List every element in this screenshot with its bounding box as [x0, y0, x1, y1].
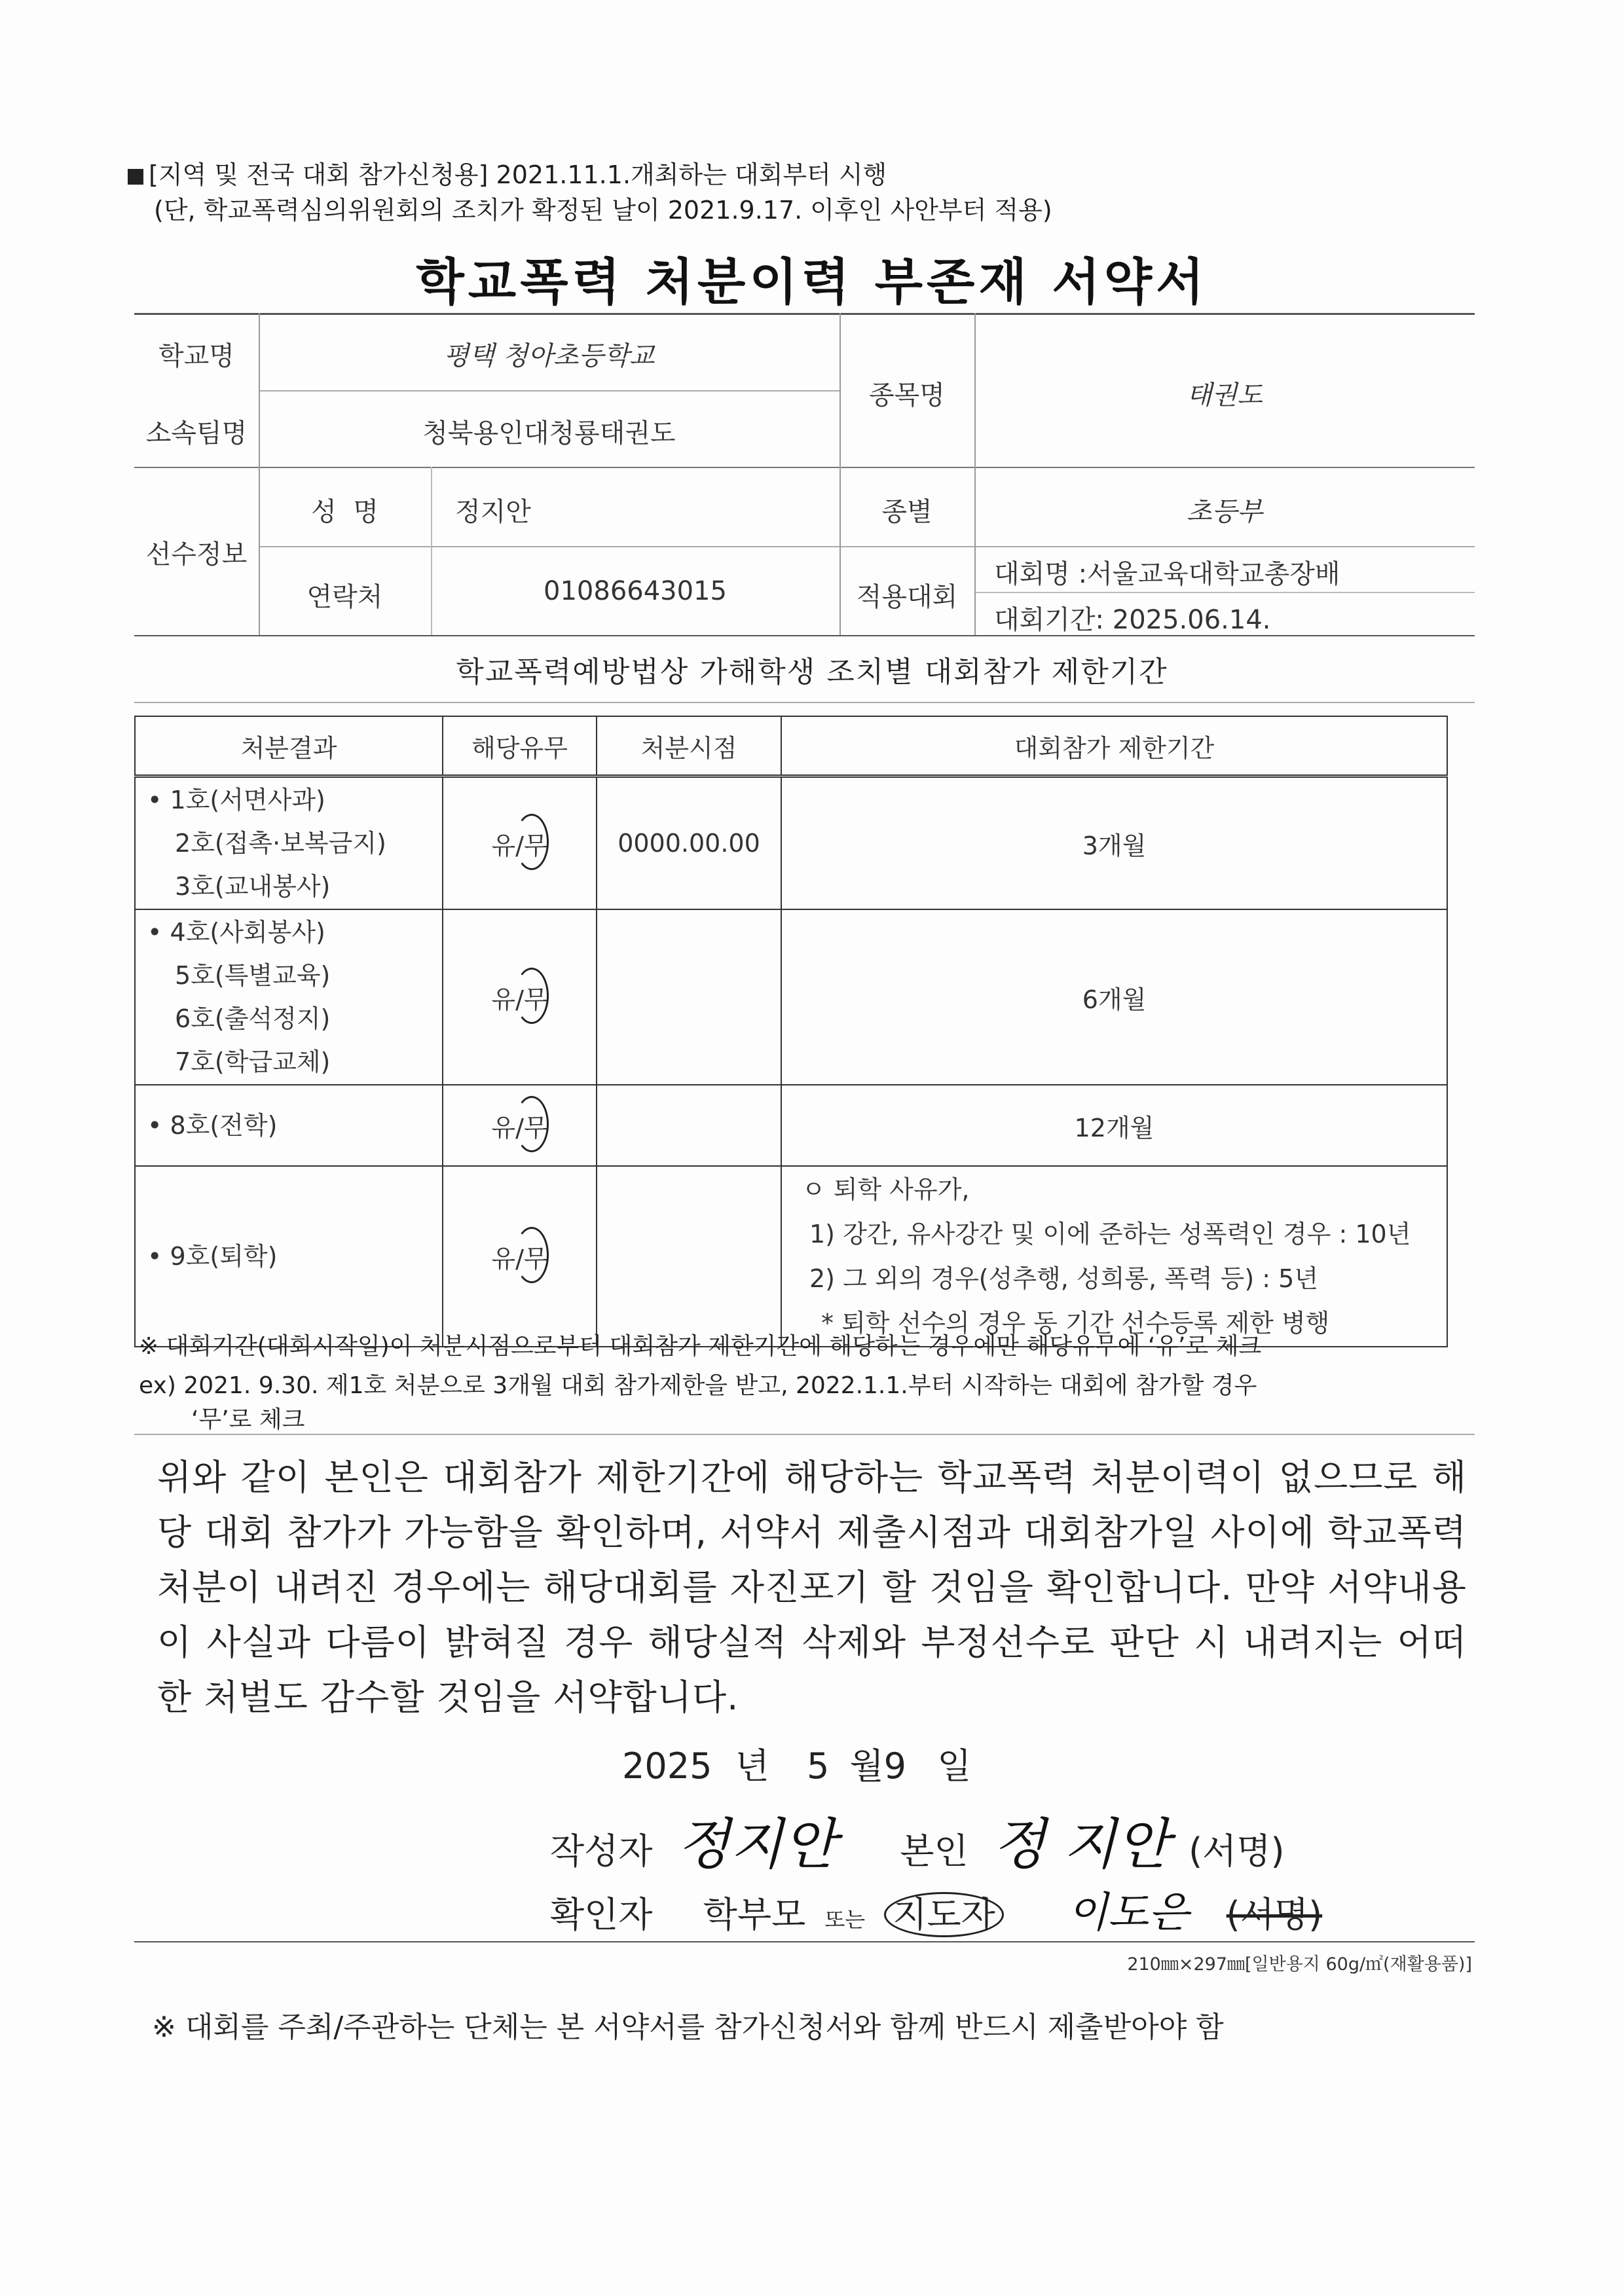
list-item: • 8호(전학) — [147, 1111, 278, 1140]
confirmer-signature: 이도은 — [1067, 1889, 1189, 1937]
competition-name: 대회명 :서울교육대학교총장배 — [994, 559, 1340, 589]
limit-line: * 퇴학 선수의 경우 동 기간 선수등록 제한 병행 — [821, 1309, 1330, 1338]
competition-label: 적용대회 — [856, 582, 958, 612]
school-label: 학교명 — [158, 341, 234, 371]
result-cell — [135, 909, 443, 1085]
sign-date — [622, 1738, 971, 1789]
self-signature: 정 지안 — [992, 1812, 1170, 1876]
form-bottom-border — [134, 635, 1475, 636]
coach-label: 지도자 — [884, 1892, 1004, 1937]
divider — [976, 592, 1475, 593]
list-item: 6호(출석정지) — [175, 1004, 331, 1033]
name-value: 정지안 — [455, 497, 531, 527]
applicable-cell — [443, 776, 597, 910]
division-label: 종별 — [881, 497, 932, 527]
competition-period: 대회기간: 2025.06.14. — [994, 605, 1271, 635]
division-value: 초등부 — [1187, 497, 1263, 527]
limit-line: 1) 강간, 유사강간 및 이에 준하는 성폭력인 경우 : 10년 — [809, 1220, 1411, 1248]
hand-circle-mark — [515, 814, 549, 870]
square-bullet-icon — [128, 169, 143, 185]
header-date: 처분시점 — [597, 716, 781, 776]
sign-label: (서명) — [1189, 1831, 1285, 1872]
confirm-sign-label: (서명) — [1226, 1894, 1323, 1935]
note-3: ‘무’로 체크 — [191, 1406, 305, 1433]
or-label: 또는 — [824, 1907, 866, 1932]
self-label: 본인 — [900, 1831, 969, 1872]
restriction-table — [134, 716, 1448, 1347]
header-result: 처분결과 — [135, 716, 443, 776]
divider — [134, 702, 1475, 703]
note-1: ※ 대회기간(대회시작일)이 처분시점으로부터 대회참가 제한기간에 해당하는 경우에만 해당유무에 ‘유’로 체크 — [139, 1333, 1262, 1360]
table-row — [135, 909, 1447, 1085]
limit-cell — [781, 1166, 1447, 1347]
divider — [134, 467, 1475, 468]
section-title: 학교폭력예방법상 가해학생 조치별 대회참가 제한기간 — [456, 655, 1168, 689]
divider — [431, 467, 432, 635]
team-label: 소속팀명 — [145, 418, 248, 448]
player-info-label: 선수정보 — [145, 539, 248, 570]
list-item: • 4호(사회봉사) — [147, 918, 325, 947]
applicable-value: 유/무 — [491, 1244, 548, 1273]
footer-note: ※ 대회를 주최/주관하는 단체는 본 서약서를 참가신청서와 함께 반드시 제출받아야 함 — [152, 2011, 1224, 2044]
list-item: 7호(학급교체) — [175, 1048, 331, 1076]
result-cell — [135, 1166, 443, 1347]
applicable-value: 유/무 — [491, 831, 548, 860]
pledge-text: 위와 같이 본인은 대회참가 제한기간에 해당하는 학교폭력 처분이력이 없으므로 해당 대회 참가가 가능함을 확인하며, 서약서 제출시점과 대회참가일 사이에 학교폭력 처분이 내려진 경우에는 해당대회를 자진포기 할 것임을 확인합니다. 만약 서약내용이 사실과 다름이 밝혀질 경우 해당실적 삭제와 부정선수로 판단 시 내려지는 어떠한 처벌도 감수할 것임을 서약합니다. — [157, 1457, 1467, 1718]
team-value: 청북용인대청룡태권도 — [422, 418, 676, 448]
list-item: 2호(접촉·보복금지) — [175, 829, 386, 858]
table-row — [135, 1166, 1447, 1347]
list-item: • 9호(퇴학) — [147, 1242, 278, 1271]
date-day: 9 — [883, 1745, 907, 1787]
date-cell: 0000.00.00 — [597, 776, 781, 910]
hand-circle-mark — [515, 968, 549, 1024]
writer-label: 작성자 — [550, 1831, 653, 1872]
header-text-1: [지역 및 전국 대회 참가신청용] 2021.11.1.개최하는 대회부터 시행 — [149, 160, 887, 189]
name-label: 성 명 — [311, 497, 378, 527]
applicable-cell — [443, 1166, 597, 1347]
table-header-row — [135, 716, 1447, 776]
divider — [974, 313, 976, 635]
divider — [134, 1434, 1475, 1435]
date-cell — [597, 1166, 781, 1347]
applicable-value: 유/무 — [491, 1113, 548, 1142]
event-label: 종목명 — [869, 380, 945, 410]
date-year-unit: 년 — [735, 1745, 769, 1787]
result-cell — [135, 1085, 443, 1166]
date-month: 5 — [806, 1745, 830, 1787]
date-cell — [597, 909, 781, 1085]
list-item: • 1호(서면사과) — [147, 786, 325, 814]
document-title: 학교폭력 처분이력 부존재 서약서 — [416, 253, 1208, 311]
limit-line: ㅇ 퇴학 사유가, — [802, 1175, 970, 1204]
limit-cell: 12개월 — [781, 1085, 1447, 1166]
confirmer-signature-line — [550, 1879, 1322, 1939]
school-value: 평택 청아초등학교 — [443, 341, 655, 371]
header-line-2: (단, 학교폭력심의위원회의 조치가 확정된 날이 2021.9.17. 이후인 사안부터 적용) — [154, 196, 1052, 225]
parent-label: 학부모 — [703, 1894, 806, 1935]
divider — [134, 1941, 1475, 1942]
applicable-cell — [443, 909, 597, 1085]
writer-signature-line — [550, 1800, 1285, 1880]
table-row — [135, 776, 1447, 910]
limit-line: 2) 그 외의 경우(성추행, 성희롱, 폭력 등) : 5년 — [809, 1264, 1319, 1293]
writer-signature: 정지안 — [676, 1812, 837, 1876]
note-2: ex) 2021. 9.30. 제1호 처분으로 3개월 대회 참가제한을 받고, 2022.1.1.부터 시작하는 대회에 참가할 경우 — [139, 1372, 1257, 1399]
contact-label: 연락처 — [306, 582, 383, 612]
table-row — [135, 1085, 1447, 1166]
list-item: 3호(교내봉사) — [175, 872, 331, 901]
limit-cell: 3개월 — [781, 776, 1447, 910]
header-line-1 — [128, 155, 887, 191]
date-year: 2025 — [622, 1745, 712, 1787]
paper-spec: 210㎜×297㎜[일반용지 60g/㎡(재활용품)] — [1127, 1954, 1472, 1975]
form-top-border — [134, 313, 1475, 315]
date-cell — [597, 1085, 781, 1166]
hand-circle-mark — [515, 1227, 549, 1283]
header-applicable: 해당유무 — [443, 716, 597, 776]
applicable-value: 유/무 — [491, 985, 548, 1014]
header-limit: 대회참가 제한기간 — [781, 716, 1447, 776]
divider — [259, 546, 1475, 547]
result-cell — [135, 776, 443, 910]
limit-cell: 6개월 — [781, 909, 1447, 1085]
confirm-label: 확인자 — [550, 1894, 653, 1935]
event-value: 태권도 — [1187, 380, 1263, 410]
applicable-cell — [443, 1085, 597, 1166]
contact-value: 01086643015 — [544, 576, 727, 606]
divider — [259, 390, 840, 392]
hand-circle-mark — [515, 1096, 549, 1152]
date-month-unit: 월 — [849, 1745, 884, 1787]
date-day-unit: 일 — [937, 1745, 972, 1787]
list-item: 5호(특별교육) — [175, 961, 331, 990]
